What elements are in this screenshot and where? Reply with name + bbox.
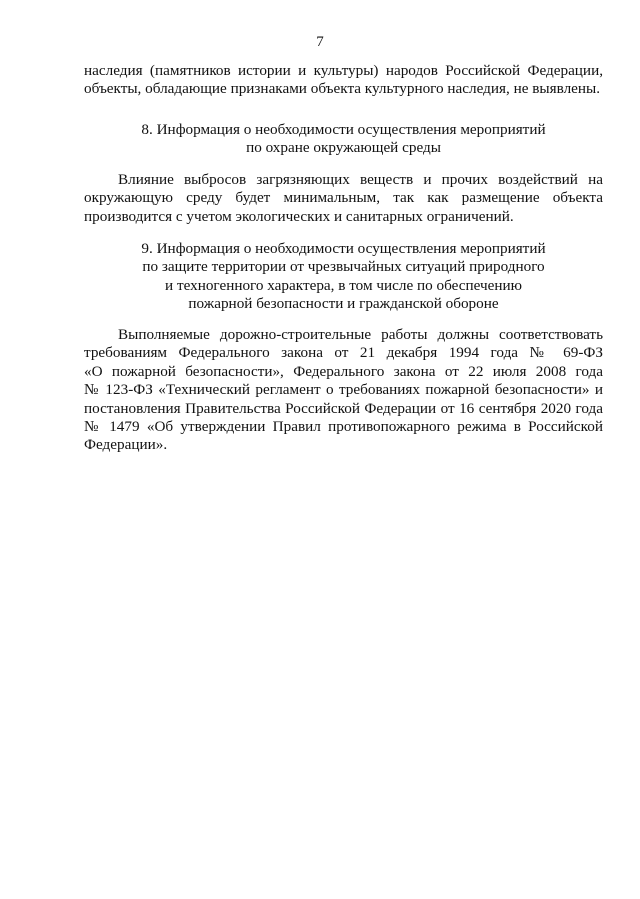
text-line: требованиям Федерального закона от 21 декабря 1994 года № 69-ФЗ: [84, 344, 603, 362]
heading-line: 8. Информация о необходимости осуществления мероприятий: [141, 121, 546, 138]
heading-line: по защите территории от чрезвычайных ситуаций природного: [142, 258, 545, 276]
text-line: Влияние выбросов загрязняющих веществ и прочих воздействий на: [118, 171, 603, 188]
continuation-paragraph: [84, 62, 603, 99]
text-line: постановления Правительства Российской Федерации от 16 сентября 2020 года: [84, 399, 603, 417]
heading-line: и техногенного характера, в том числе по обеспечению: [165, 276, 522, 294]
section-8-paragraph: [84, 171, 603, 226]
section-9-heading: [84, 240, 603, 314]
heading-line: по охране окружающей среды: [246, 139, 441, 157]
page-number: 7: [316, 34, 324, 50]
section-9-paragraph: [84, 326, 603, 455]
text-line: окружающую среду будет минимальным, так как размещение объекта: [84, 189, 603, 207]
section-8-heading: [84, 121, 603, 158]
text-line: № 1479 «Об утверждении Правил противопожарного режима в Российской: [84, 418, 603, 436]
text-line: «О пожарной безопасности», Федерального закона от 22 июля 2008 года: [84, 362, 603, 380]
text-line: наследия (памятников истории и культуры) народов Российской Федерации,: [84, 62, 603, 79]
text-line: Выполняемые дорожно-строительные работы должны соответствовать: [118, 326, 603, 343]
text-line: Федерации».: [84, 436, 168, 454]
text-line: объекты, обладающие признаками объекта культурного наследия, не выявлены.: [84, 80, 601, 98]
text-line: производится с учетом экологических и санитарных ограничений.: [84, 207, 514, 225]
heading-line: пожарной безопасности и гражданской обороне: [188, 295, 499, 313]
text-line: № 123-ФЗ «Технический регламент о требованиях пожарной безопасности» и: [84, 381, 603, 399]
heading-line: 9. Информация о необходимости осуществления мероприятий: [141, 240, 546, 257]
